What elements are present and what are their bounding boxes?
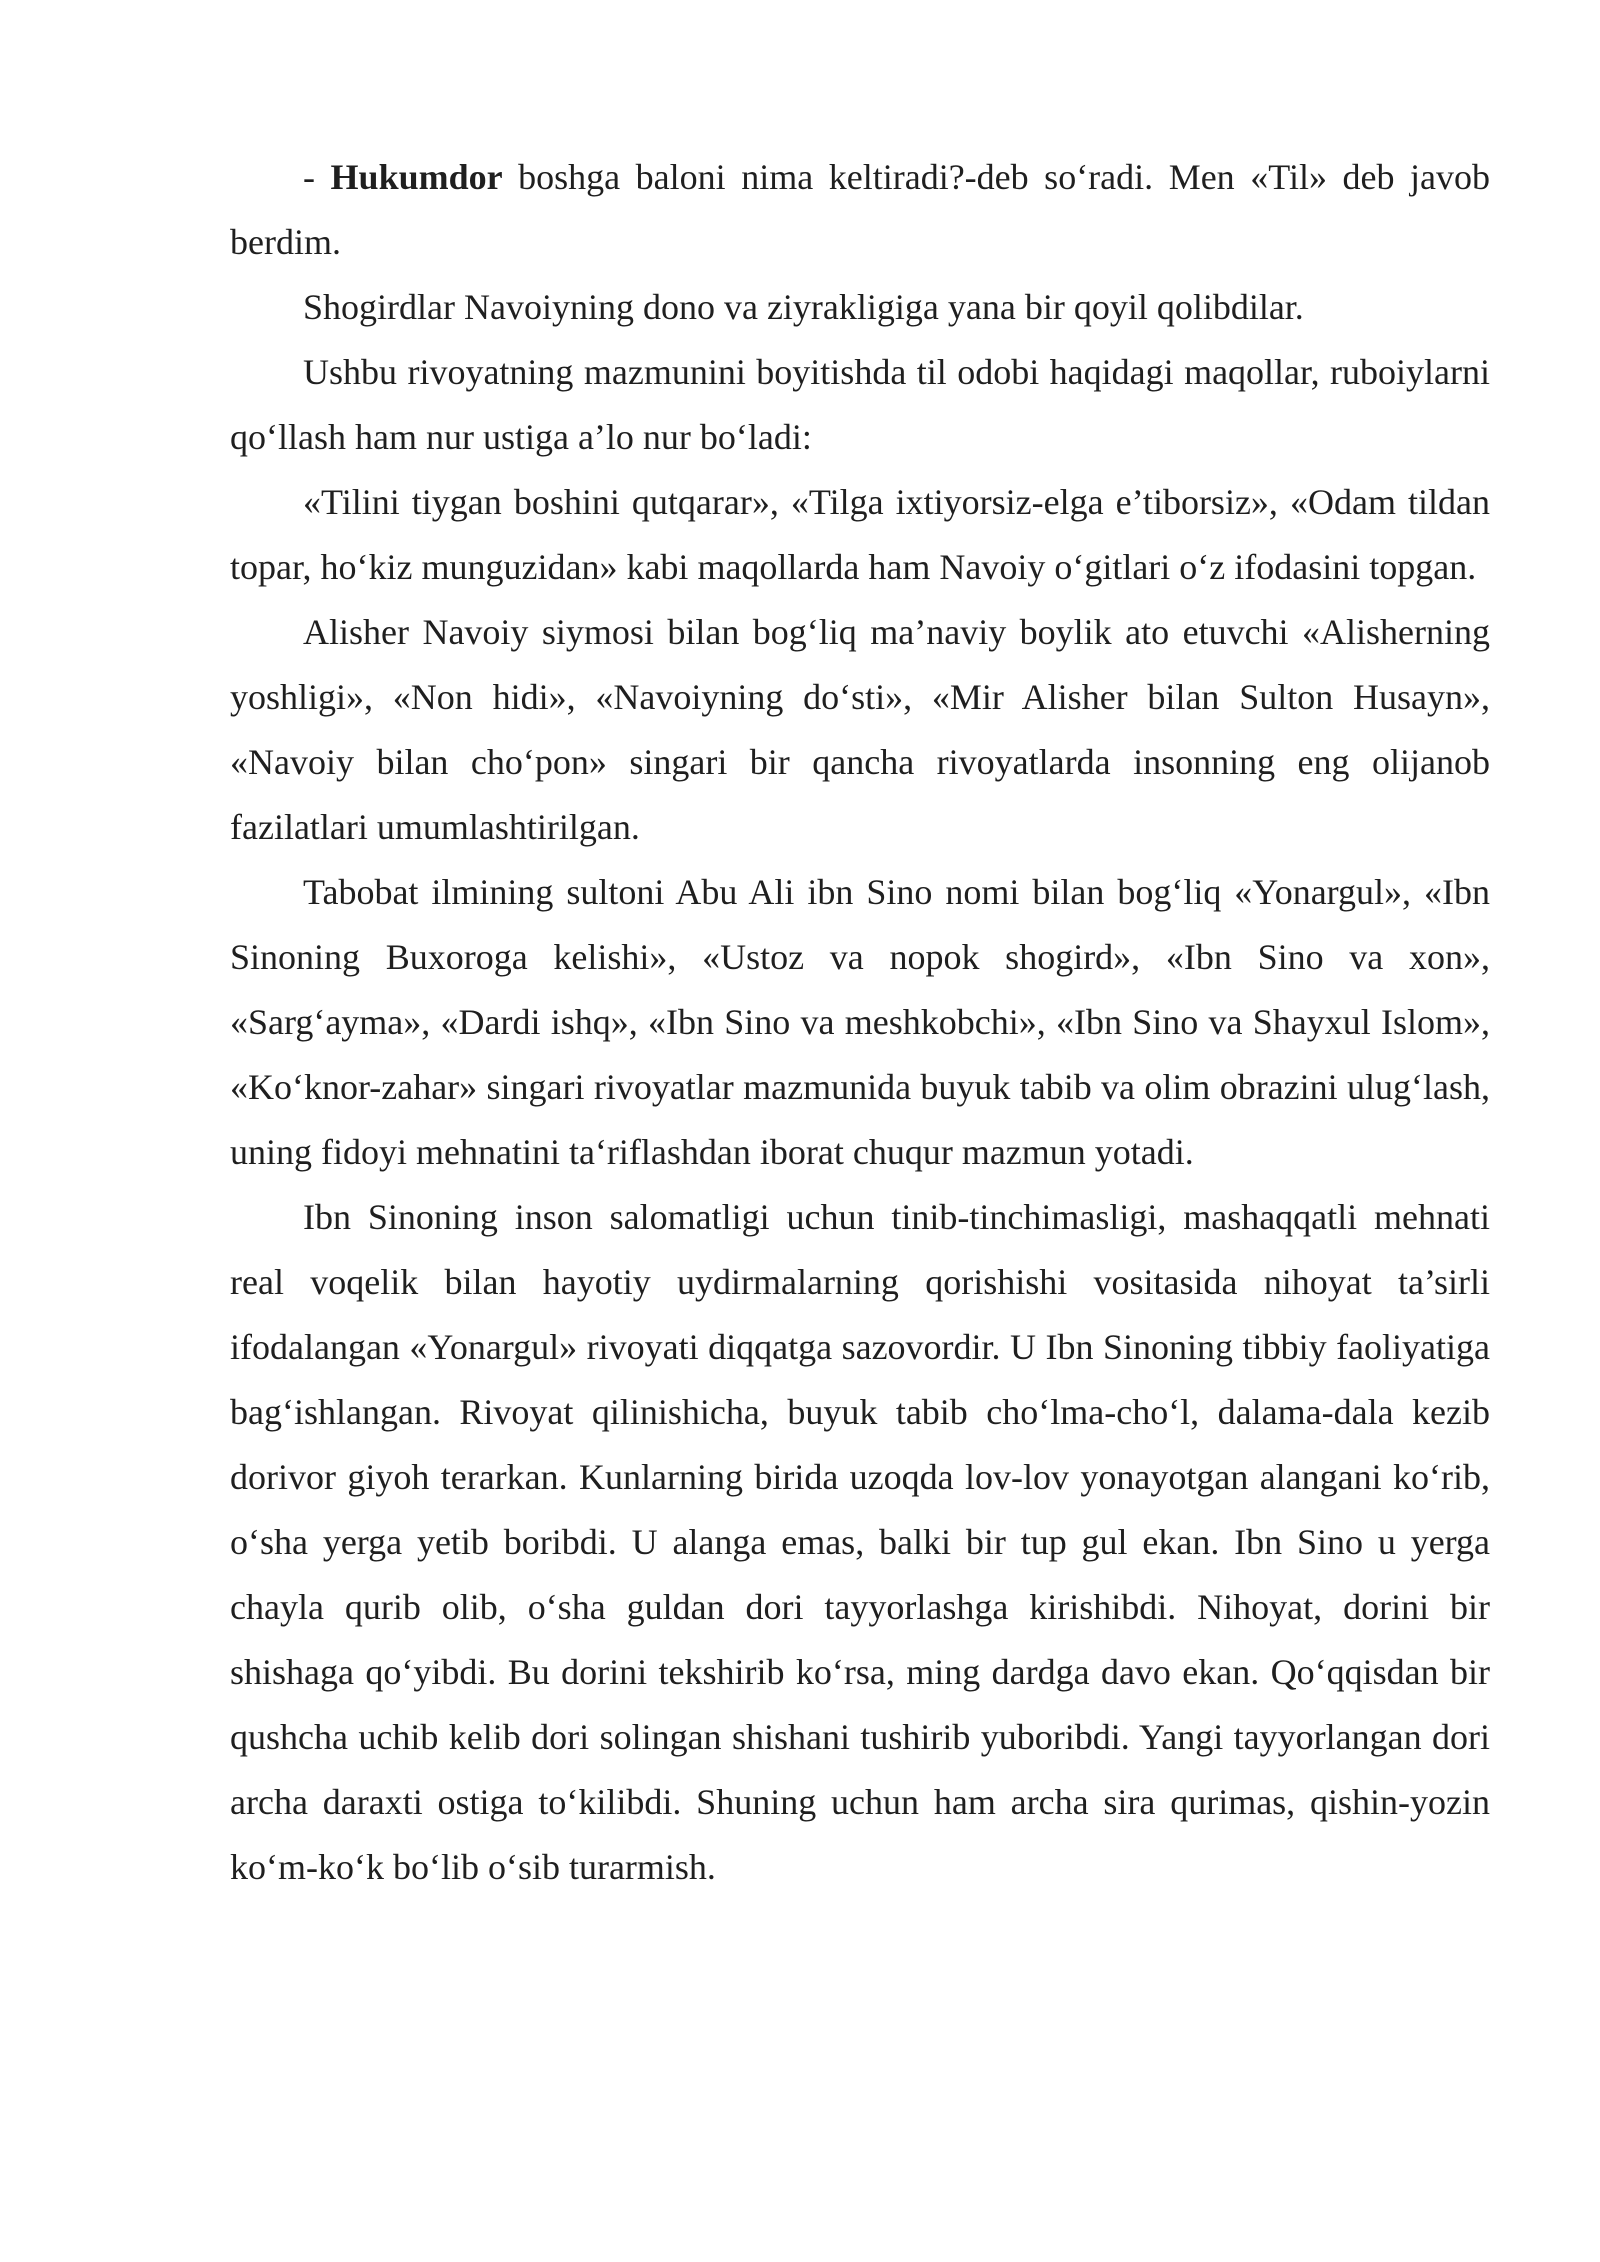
- document-body: [230, 145, 1490, 1900]
- bold-term: Hukumdor: [330, 157, 503, 197]
- paragraph-text: boshga baloni nima keltiradi?-deb so‘radi. Men «Til» deb javob berdim.: [230, 157, 1490, 262]
- paragraph-1: [230, 145, 1490, 275]
- paragraph-dash: -: [303, 157, 331, 197]
- paragraph-6: Tabobat ilmining sultoni Abu Ali ibn Sino nomi bilan bog‘liq «Yonargul», «Ibn Sinoning Buxoroga kelishi», «Ustoz va nopok shogird», «Ibn Sino va xon», «Sarg‘ayma», «Dardi ishq», «Ibn Sino va meshkobchi», «Ibn Sino va Shayxul Islom», «Ko‘knor-zahar» singari rivoyatlar mazmunida buyuk tabib va olim obrazini ulug‘lash, uning fidoyi mehnatini ta‘riflashdan iborat chuqur mazmun yotadi.: [230, 872, 1490, 1172]
- paragraph-7: Ibn Sinoning inson salomatligi uchun tinib-tinchimasligi, mashaqqatli mehnati real voqelik bilan hayotiy uydirmalarning qorishishi vositasida nihoyat ta’sirli ifodalangan «Yonargul» rivoyati diqqatga sazovordir. U Ibn Sinoning tibbiy faoliyatiga bag‘ishlangan. Rivoyat qilinishicha, buyuk tabib cho‘lma-cho‘l, dalama-dala kezib dorivor giyoh terarkan. Kunlarning birida uzoqda lov-lov yonayotgan alangani ko‘rib, o‘sha yerga yetib boribdi. U alanga emas, balki bir tup gul ekan. Ibn Sino u yerga chayla qurib olib, o‘sha guldan dori tayyorlashga kirishibdi. Nihoyat, dorini bir shishaga qo‘yibdi. Bu dorini tekshirib ko‘rsa, ming dardga davo ekan. Qo‘qqisdan bir qushcha uchib kelib dori solingan shishani tushirib yuboribdi. Yangi tayyorlangan dori archa daraxti ostiga to‘kilibdi. Shuning uchun ham archa sira qurimas, qishin-yozin ko‘m-ko‘k bo‘lib o‘sib turarmish.: [230, 1197, 1490, 1887]
- paragraph-3: Ushbu rivoyatning mazmunini boyitishda til odobi haqidagi maqollar, ruboiylarni qo‘llash ham nur ustiga a’lo nur bo‘ladi:: [230, 352, 1490, 457]
- paragraph-2: Shogirdlar Navoiyning dono va ziyrakligiga yana bir qoyil qolibdilar.: [303, 287, 1304, 327]
- paragraph-5: Alisher Navoiy siymosi bilan bog‘liq ma’naviy boylik ato etuvchi «Alisherning yoshligi», «Non hidi», «Navoiyning do‘sti», «Mir Alisher bilan Sulton Husayn», «Navoiy bilan cho‘pon» singari bir qancha rivoyatlarda insonning eng olijanob fazilatlari umumlashtirilgan.: [230, 612, 1490, 847]
- paragraph-4: «Tilini tiygan boshini qutqarar», «Tilga ixtiyorsiz-elga e’tiborsiz», «Odam tildan topar, ho‘kiz munguzidan» kabi maqollarda ham Navoiy o‘gitlari o‘z ifodasini topgan.: [230, 482, 1490, 587]
